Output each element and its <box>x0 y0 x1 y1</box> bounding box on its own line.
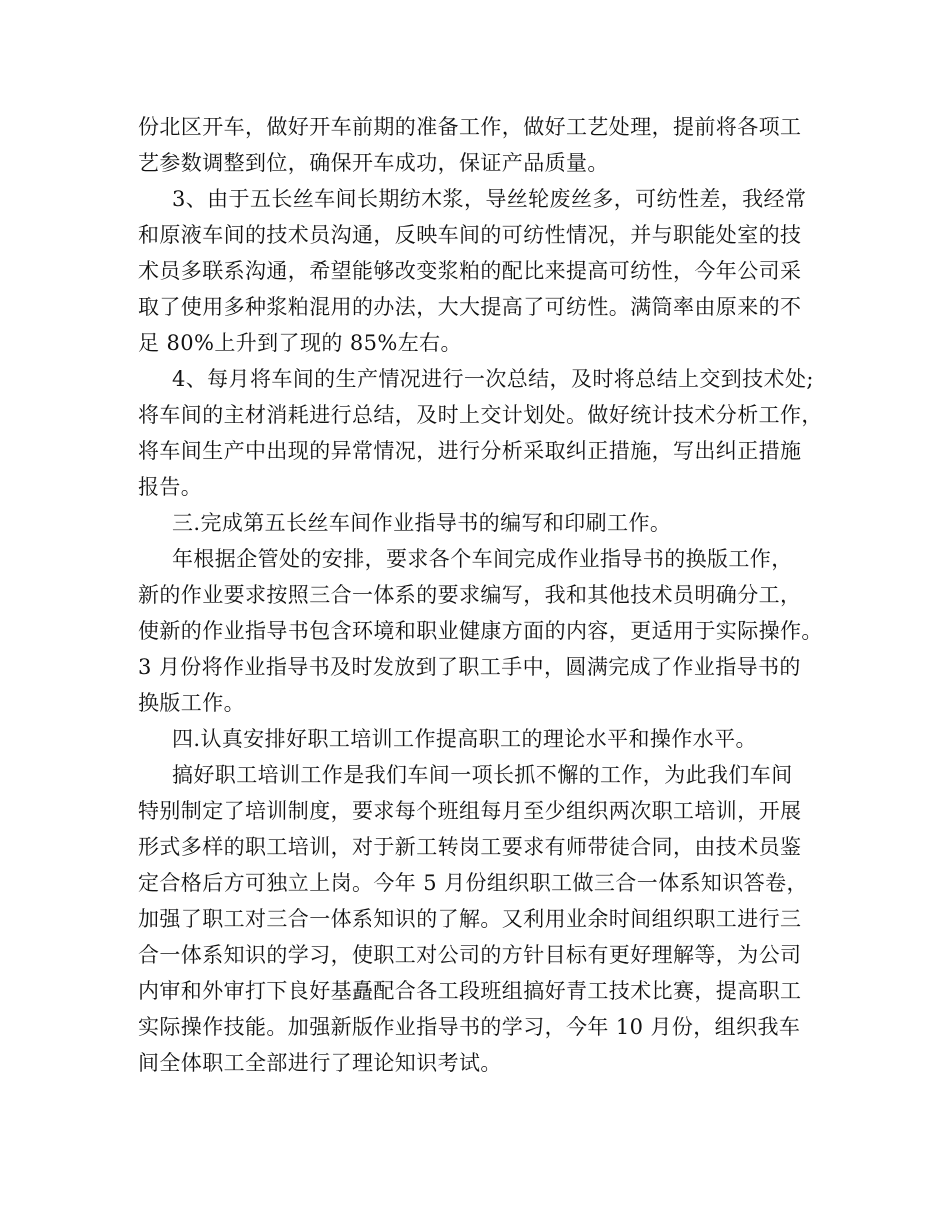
text-line: 取了使用多种浆粕混用的办法，大大提高了可纺性。满筒率由原来的不 <box>138 295 802 319</box>
text-line: 年根据企管处的安排，要求各个车间完成作业指导书的换版工作， <box>172 547 793 571</box>
text-line: 特别制定了培训制度，要求每个班组每月至少组织两次职工培训，开展 <box>138 799 802 823</box>
text-line: 加强了职工对三合一体系知识的了解。又利用业余时间组织职工进行三 <box>138 907 802 931</box>
text-line: 将车间生产中出现的异常情况，进行分析采取纠正措施，写出纠正措施 <box>138 439 802 463</box>
text-line: 份北区开车，做好开车前期的准备工作，做好工艺处理，提前将各项工 <box>138 115 802 139</box>
text-line: 形式多样的职工培训，对于新工转岗工要求有师带徒合同，由技术员鉴 <box>138 835 802 859</box>
text-line: 艺参数调整到位，确保开车成功，保证产品质量。 <box>138 151 609 175</box>
text-line: 3、由于五长丝车间长期纺木浆，导丝轮废丝多，可纺性差，我经常 <box>172 187 807 211</box>
text-line: 搞好职工培训工作是我们车间一项长抓不懈的工作，为此我们车间 <box>172 763 793 787</box>
text-line: 定合格后方可独立上岗。今年 5 月份组织职工做三合一体系知识答卷， <box>138 871 808 895</box>
text-line: 新的作业要求按照三合一体系的要求编写，我和其他技术员明确分工， <box>138 583 802 607</box>
text-line: 四.认真安排好职工培训工作提高职工的理论水平和操作水平。 <box>172 727 757 751</box>
text-line: 实际操作技能。加强新版作业指导书的学习，今年 10 月份，组织我车 <box>138 1015 801 1039</box>
text-line: 三.完成第五长丝车间作业指导书的编写和印刷工作。 <box>172 511 672 535</box>
text-line: 合一体系知识的学习，使职工对公司的方针目标有更好理解等，为公司 <box>138 943 802 967</box>
text-line: 足 80%上升到了现的 85%左右。 <box>138 331 462 355</box>
document-body <box>138 109 828 1081</box>
text-line: 报告。 <box>138 475 203 499</box>
text-line: 内审和外审打下良好基矗配合各工段班组搞好青工技术比赛，提高职工 <box>138 979 802 1003</box>
text-line: 4、每月将车间的生产情况进行一次总结，及时将总结上交到技术处; <box>172 367 814 391</box>
text-line: 换版工作。 <box>138 691 245 715</box>
text-line: 使新的作业指导书包含环境和职业健康方面的内容，更适用于实际操作。 <box>138 619 823 643</box>
text-line: 术员多联系沟通，希望能够改变浆粕的配比来提高可纺性，今年公司采 <box>138 259 802 283</box>
text-line: 间全体职工全部进行了理论知识考试。 <box>138 1051 502 1075</box>
text-line: 和原液车间的技术员沟通，反映车间的可纺性情况，并与职能处室的技 <box>138 223 802 247</box>
text-line: 3 月份将作业指导书及时发放到了职工手中，圆满完成了作业指导书的 <box>138 655 801 679</box>
text-line: 将车间的主材消耗进行总结，及时上交计划处。做好统计技术分析工作， <box>138 403 823 427</box>
